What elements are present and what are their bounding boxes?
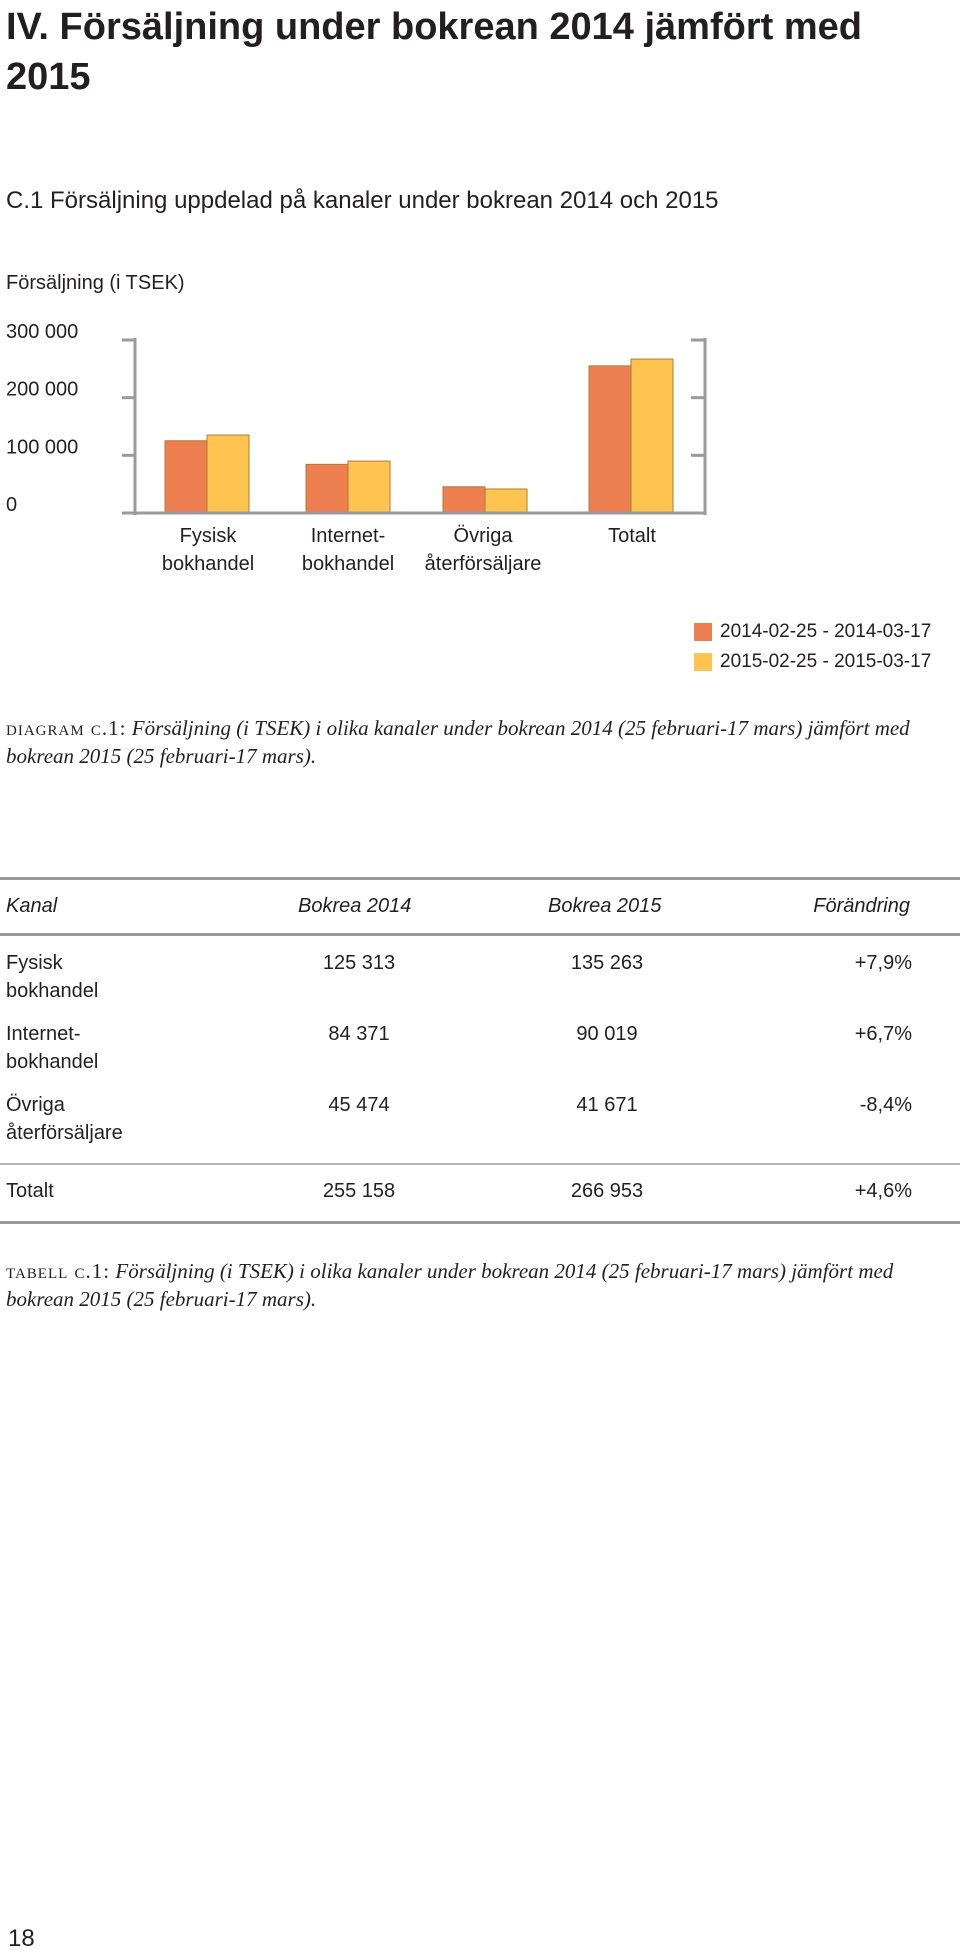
table-cell-forandring: -8,4% xyxy=(859,1094,912,1116)
table-cell-bokrea-2014: 255 158 xyxy=(322,1180,396,1202)
table-cell-kanal xyxy=(6,1020,256,1076)
table-cell-bokrea-2015: 135 263 xyxy=(570,952,644,974)
table-header-rule xyxy=(0,933,960,936)
bar-2015 xyxy=(485,489,527,513)
table-cell-forandring: +6,7% xyxy=(854,1023,912,1045)
diagram-caption-label: diagram c.1: xyxy=(6,716,127,740)
table-caption xyxy=(6,1257,936,1313)
bar-2015 xyxy=(348,461,390,513)
kanal-line: Internet- xyxy=(6,1023,81,1045)
table-header-kanal: Kanal xyxy=(6,895,58,917)
y-tick-label: 100 000 xyxy=(6,436,79,459)
y-tick-label: 300 000 xyxy=(6,321,79,343)
x-tick-label: återförsäljare xyxy=(424,553,542,575)
diagram-caption-text: Försäljning (i TSEK) i olika kanaler under bokrean 2014 (25 februari-17 mars) jämfört med bokrean 2015 (25 februari-17 mars). xyxy=(6,716,910,768)
table-cell-bokrea-2014: 45 474 xyxy=(328,1094,390,1116)
table-cell-kanal xyxy=(6,949,256,1005)
bar-2014 xyxy=(443,487,485,513)
table-total-rule xyxy=(0,1163,960,1165)
x-tick-label: Fysisk xyxy=(179,525,237,547)
diagram-caption xyxy=(6,714,936,770)
table-caption-text: Försäljning (i TSEK) i olika kanaler under bokrean 2014 (25 februari-17 mars) jämfört med bokrean 2015 (25 februari-17 mars). xyxy=(6,1259,894,1311)
legend-label-2014: 2014-02-25 - 2014-03-17 xyxy=(720,621,932,642)
x-tick-label: Övriga xyxy=(453,525,513,547)
table-cell-forandring: +7,9% xyxy=(854,952,912,974)
chart-legend xyxy=(694,617,931,677)
sales-bar-chart xyxy=(0,320,960,600)
chart-title: C.1 Försäljning uppdelad på kanaler under bokrean 2014 och 2015 xyxy=(6,187,719,214)
x-tick-label: Totalt xyxy=(608,525,656,547)
bar-2014 xyxy=(306,464,348,513)
table-cell-kanal: Totalt xyxy=(6,1180,54,1202)
legend-swatch-2014 xyxy=(694,623,712,641)
legend-item-2015 xyxy=(694,647,931,677)
kanal-line: återförsäljare xyxy=(6,1122,123,1144)
bar-2015 xyxy=(631,359,673,513)
table-cell-bokrea-2014: 84 371 xyxy=(328,1023,390,1045)
bar-2015 xyxy=(207,435,249,513)
bar-2014 xyxy=(165,441,207,513)
section-heading: IV. Försäljning under bokrean 2014 jämfört med 2015 xyxy=(6,6,862,98)
table-header-bokrea-2015: Bokrea 2015 xyxy=(548,895,662,917)
table-bottom-rule xyxy=(0,1221,960,1224)
kanal-line: bokhandel xyxy=(6,980,99,1002)
legend-item-2014 xyxy=(694,617,931,647)
legend-label-2015: 2015-02-25 - 2015-03-17 xyxy=(720,651,932,672)
y-tick-label: 0 xyxy=(6,494,18,516)
table-cell-forandring: +4,6% xyxy=(854,1180,912,1202)
x-tick-label: bokhandel xyxy=(301,553,395,575)
kanal-line: Övriga xyxy=(6,1094,65,1116)
kanal-line: bokhandel xyxy=(6,1051,99,1073)
kanal-line: Fysisk xyxy=(6,952,63,974)
table-cell-kanal xyxy=(6,1091,256,1147)
page-number: 18 xyxy=(8,1925,35,1952)
table-header-forandring: Förändring xyxy=(813,895,910,917)
table-cell-bokrea-2015: 266 953 xyxy=(570,1180,644,1202)
table-header-bokrea-2014: Bokrea 2014 xyxy=(298,895,412,917)
chart-y-axis-label: Försäljning (i TSEK) xyxy=(6,272,185,294)
x-tick-label: bokhandel xyxy=(161,553,255,575)
table-top-rule xyxy=(0,877,960,880)
table-cell-bokrea-2015: 90 019 xyxy=(576,1023,638,1045)
table-caption-label: tabell c.1: xyxy=(6,1259,111,1283)
bar-2014 xyxy=(589,366,631,513)
table-cell-bokrea-2014: 125 313 xyxy=(322,952,396,974)
y-tick-label: 200 000 xyxy=(6,378,79,401)
x-tick-label: Internet- xyxy=(310,525,386,547)
table-cell-bokrea-2015: 41 671 xyxy=(576,1094,638,1116)
legend-swatch-2015 xyxy=(694,653,712,671)
